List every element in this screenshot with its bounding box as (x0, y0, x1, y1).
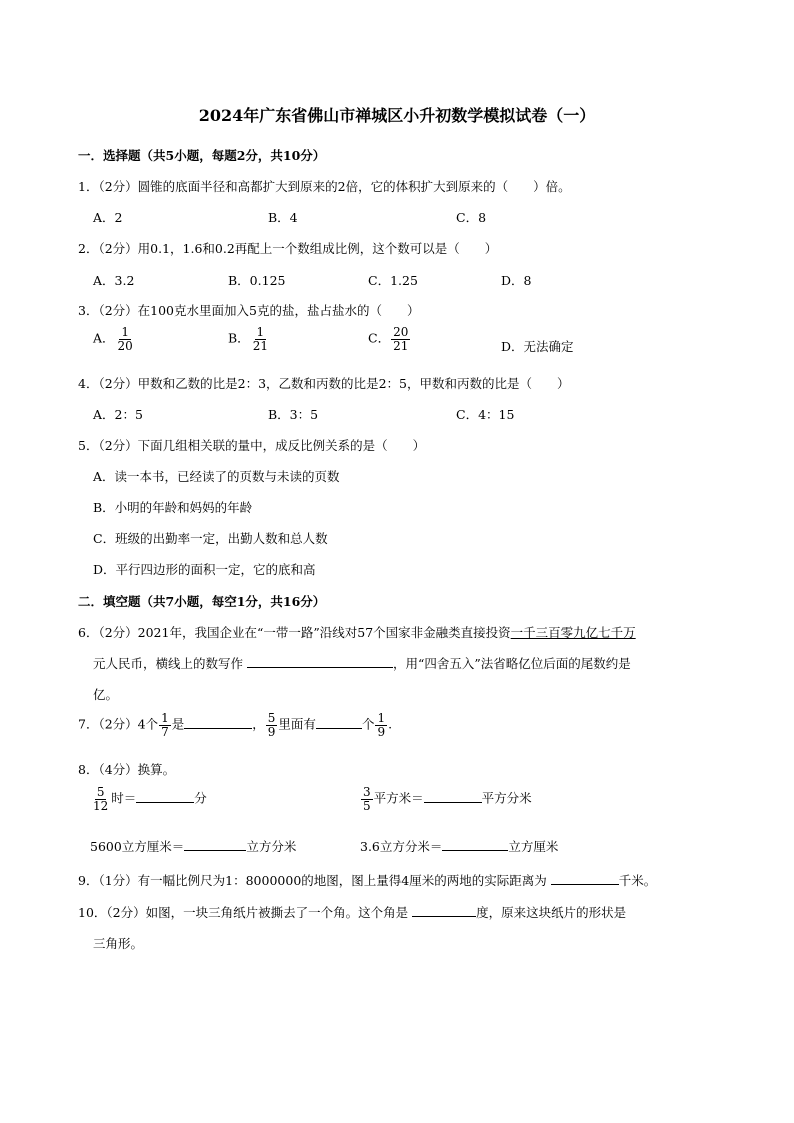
question-8-text: 立方厘米 (508, 839, 559, 854)
question-7-text: 是 (171, 716, 185, 732)
fraction-numerator: 1 (256, 325, 265, 339)
question-4-option-a: A．2：5 (93, 407, 143, 422)
fraction (391, 326, 410, 352)
fraction (361, 786, 373, 812)
question-6-underlined-number: 一千三百零九亿七千万 (510, 625, 636, 640)
question-8-text: 时＝ (111, 790, 137, 806)
question-5-option-d: D．平行四边形的面积一定，它的底和高 (93, 562, 316, 577)
question-6-text: ，用“四舍五入”法省略亿位后面的尾数约是 (393, 656, 631, 671)
question-1-option-a: A．2 (93, 210, 123, 225)
question-8-item-1 (90, 786, 207, 812)
fraction-numerator: 1 (121, 325, 129, 339)
question-6-text: 6．（2分）2021年，我国企业在“一带一路”沿线对57个国家非金融类直接投资 (78, 625, 511, 640)
fraction-denominator: 21 (252, 338, 268, 353)
fraction-denominator: 9 (267, 724, 276, 739)
section-heading-choice: 一．选择题（共5小题，每题2分，共10分） (78, 148, 326, 163)
question-1-stem: 1．（2分）圆锥的底面半径和高都扩大到原来的2倍，它的体积扩大到原来的（ ）倍。 (78, 179, 571, 194)
question-1-option-c: C．8 (456, 210, 487, 225)
question-10-line-2: 三角形。 (93, 936, 144, 951)
fraction (116, 326, 135, 352)
question-3-option-a (93, 326, 136, 352)
fraction-denominator: 20 (117, 338, 133, 353)
question-9-text: 千米。 (618, 873, 657, 888)
question-4-option-b: B．3：5 (268, 407, 319, 422)
answer-blank[interactable] (442, 850, 508, 851)
question-3-stem: 3．（2分）在100克水里面加入5克的盐，盐占盐水的（ ） (78, 303, 420, 318)
fraction-numerator: 5 (267, 711, 276, 725)
question-6-text: 元人民币，横线上的数写作 (93, 656, 244, 671)
question-8-item-3 (90, 837, 296, 855)
question-4-option-c: C．4：15 (456, 407, 515, 422)
question-5-option-a: A．读一本书，已经读了的页数与未读的页数 (93, 469, 340, 484)
question-6-line-2 (93, 654, 631, 672)
answer-blank[interactable] (412, 916, 476, 917)
fraction-denominator: 9 (377, 724, 386, 739)
question-7 (78, 712, 392, 738)
question-7-text: 个 (361, 716, 375, 732)
fraction-numerator: 20 (393, 325, 409, 339)
fraction-denominator: 5 (363, 798, 371, 813)
page-title: 2024年广东省佛山市禅城区小升初数学模拟试卷（一） (198, 106, 596, 125)
fraction-numerator: 5 (96, 785, 105, 799)
question-1-option-b: B．4 (268, 210, 298, 225)
question-2-option-a: A．3.2 (93, 273, 135, 288)
question-10-text: 10．（2分）如图，一块三角纸片被撕去了一个角。这个角是 (78, 905, 409, 920)
answer-blank[interactable] (247, 667, 393, 668)
question-6-line-1 (78, 623, 636, 641)
question-8-text: 立方分米 (246, 839, 297, 854)
question-8-text: 5600立方厘米＝ (90, 839, 185, 854)
question-10-line-1 (78, 903, 626, 921)
question-4-stem: 4．（2分）甲数和乙数的比是2：3，乙数和丙数的比是2：5，甲数和丙数的比是（ ） (78, 376, 570, 391)
option-label: B． (228, 330, 250, 346)
question-3-option-d: D．无法确定 (501, 339, 574, 354)
question-7-text: ， (252, 716, 265, 732)
fraction-denominator: 21 (393, 338, 409, 353)
fraction-denominator: 12 (93, 798, 109, 813)
question-7-text: 7．（2分）4个 (78, 716, 159, 732)
question-10-text: 度，原来这块纸片的形状是 (476, 905, 627, 920)
question-2-option-d: D．8 (501, 273, 532, 288)
fraction (91, 786, 110, 812)
question-8-item-4 (360, 837, 558, 855)
answer-blank[interactable] (424, 802, 482, 803)
question-2-stem: 2．（2分）用0.1，1.6和0.2再配上一个数组成比例，这个数可以是（ ） (78, 241, 498, 256)
question-7-text: 里面有 (278, 716, 316, 732)
question-8-text: 3.6立方分米＝ (360, 839, 443, 854)
section-heading-fill: 二．填空题（共7小题，每空1分，共16分） (78, 594, 326, 609)
fraction (266, 712, 278, 738)
fraction-denominator: 7 (161, 724, 169, 739)
question-9 (78, 871, 656, 889)
question-8-item-2 (360, 786, 532, 812)
question-5-option-b: B．小明的年龄和妈妈的年龄 (93, 500, 253, 515)
answer-blank[interactable] (551, 884, 619, 885)
question-2-option-b: B．0.125 (228, 273, 286, 288)
fraction (159, 712, 171, 738)
option-label: C． (368, 330, 391, 346)
question-8-stem: 8．（4分）换算。 (78, 762, 176, 777)
question-8-text: 平方分米 (481, 790, 532, 806)
question-5-option-c: C．班级的出勤率一定，出勤人数和总人数 (93, 531, 328, 546)
question-3-option-b (228, 326, 271, 352)
question-3-option-c (368, 326, 411, 352)
fraction-numerator: 1 (377, 711, 386, 725)
question-2-option-c: C．1.25 (368, 273, 418, 288)
fraction-numerator: 1 (161, 711, 169, 725)
fraction-numerator: 3 (363, 785, 371, 799)
fraction (375, 712, 387, 738)
question-9-text: 9．（1分）有一幅比例尺为1：8000000的地图，图上量得4厘米的两地的实际距离为 (78, 873, 547, 888)
fraction (251, 326, 270, 352)
question-7-text: . (388, 716, 393, 732)
answer-blank[interactable] (184, 850, 246, 851)
question-8-text: 分 (194, 790, 207, 806)
answer-blank[interactable] (184, 728, 252, 729)
question-8-text: 平方米＝ (373, 790, 424, 806)
answer-blank[interactable] (136, 802, 194, 803)
question-5-stem: 5．（2分）下面几组相关联的量中，成反比例关系的是（ ） (78, 438, 426, 453)
answer-blank[interactable] (316, 728, 362, 729)
question-6-line-3: 亿。 (93, 687, 119, 702)
option-label: A． (93, 330, 115, 346)
